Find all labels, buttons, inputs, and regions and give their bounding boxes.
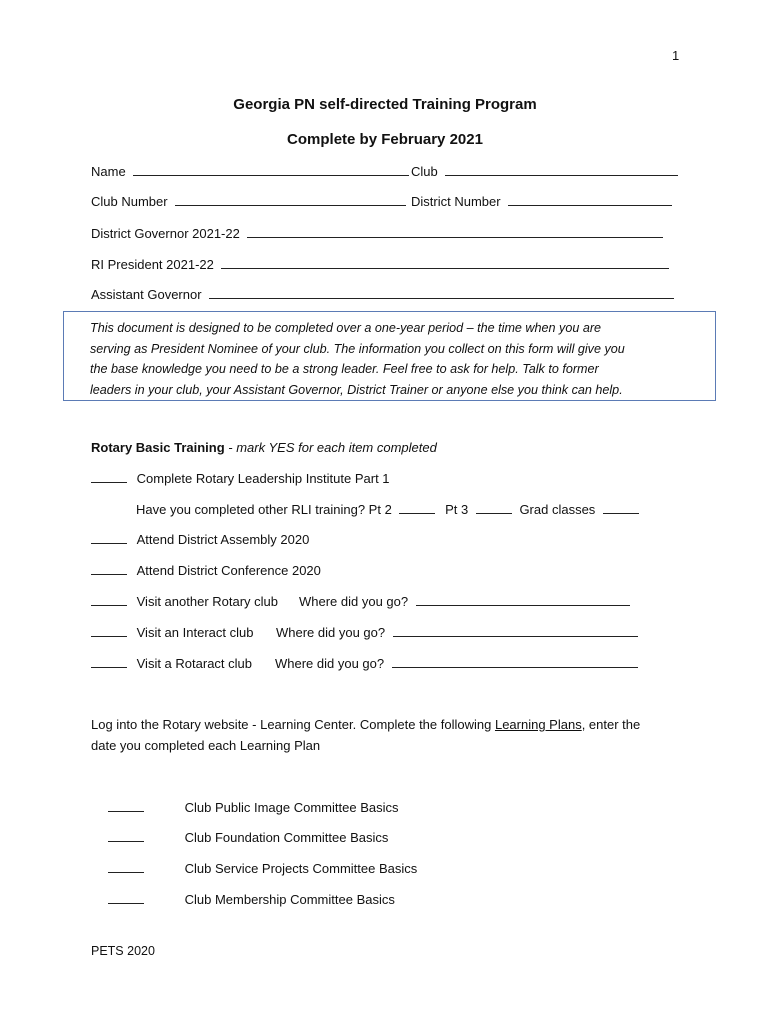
assembly-row (91, 532, 309, 547)
club-number-blank[interactable] (175, 194, 406, 206)
rli-other-label: Have you completed other RLI training? Pt 2 (136, 502, 392, 517)
rli-part1-label: Complete Rotary Leadership Institute Part 1 (136, 471, 390, 486)
basic-training-instruction: - mark YES for each item completed (228, 440, 437, 455)
basic-training-heading: Rotary Basic Training (91, 440, 225, 455)
learning-plan-row (108, 830, 388, 845)
visit-rotary-where-row (299, 594, 630, 609)
pt3-blank[interactable] (476, 502, 512, 514)
district-number-blank[interactable] (508, 194, 672, 206)
assembly-blank[interactable] (91, 532, 127, 544)
page-subtitle: Complete by February 2021 (287, 131, 483, 148)
learning-plan-label: Club Service Projects Committee Basics (184, 861, 418, 876)
name-field-row (91, 164, 409, 179)
visit-rotaract-where-row (275, 656, 638, 671)
learning-center-intro-line2: date you completed each Learning Plan (91, 738, 321, 753)
notice-line: leaders in your club, your Assistant Governor, District Trainer or anyone else you think can help. (90, 382, 623, 397)
learning-plan-blank[interactable] (108, 861, 144, 873)
ri-president-blank[interactable] (221, 257, 669, 269)
visit-rotary-row (91, 594, 278, 609)
visit-rotary-blank[interactable] (91, 594, 127, 606)
visit-rotary-label: Visit another Rotary club (136, 594, 279, 609)
page-number: 1 (672, 48, 680, 63)
notice-box (63, 311, 716, 401)
visit-rotary-where-blank[interactable] (416, 594, 630, 606)
visit-interact-where-blank[interactable] (393, 625, 638, 637)
rli-other-row (136, 502, 639, 517)
visit-interact-label: Visit an Interact club (136, 625, 254, 640)
learning-plan-row (108, 861, 417, 876)
club-field-row (411, 164, 678, 179)
page-title: Georgia PN self-directed Training Program (233, 96, 537, 113)
club-number-label: Club Number (91, 194, 168, 209)
conference-label: Attend District Conference 2020 (136, 563, 321, 578)
ri-president-label: RI President 2021-22 (91, 257, 214, 272)
learning-plan-blank[interactable] (108, 800, 144, 812)
conference-blank[interactable] (91, 563, 127, 575)
assistant-governor-blank[interactable] (209, 287, 674, 299)
visit-rotaract-blank[interactable] (91, 656, 127, 668)
learning-plan-row (108, 800, 398, 815)
assembly-label: Attend District Assembly 2020 (136, 532, 310, 547)
district-governor-label: District Governor 2021-22 (91, 226, 240, 241)
rli-part1-blank[interactable] (91, 471, 127, 483)
visit-rotaract-row (91, 656, 252, 671)
basic-training-heading-row (91, 440, 437, 455)
assistant-governor-row (91, 287, 674, 302)
learning-plan-blank[interactable] (108, 830, 144, 842)
rli-part1-row (91, 471, 390, 486)
district-number-label: District Number (411, 194, 501, 209)
notice-line: the base knowledge you need to be a strong leader. Feel free to ask for help. Talk to former (90, 362, 599, 376)
district-governor-row (91, 226, 663, 241)
grad-classes-label: Grad classes (519, 502, 596, 517)
visit-rotaract-where-blank[interactable] (392, 656, 638, 668)
learning-center-text-end: , enter the (581, 717, 641, 732)
pt3-label: Pt 3 (445, 502, 469, 517)
club-label: Club (411, 164, 438, 179)
visit-interact-where-row (276, 625, 638, 640)
learning-plan-label: Club Public Image Committee Basics (184, 800, 399, 815)
club-blank[interactable] (445, 164, 678, 176)
club-number-row (91, 194, 406, 209)
where-label: Where did you go? (299, 594, 409, 609)
learning-plan-label: Club Membership Committee Basics (184, 892, 395, 907)
notice-line: This document is designed to be completed over a one-year period – the time when you are (90, 321, 602, 335)
assistant-governor-label: Assistant Governor (91, 287, 202, 302)
where-label: Where did you go? (276, 625, 386, 640)
ri-president-row (91, 257, 669, 272)
visit-interact-row (91, 625, 253, 640)
learning-center-text: Log into the Rotary website - Learning Center. Complete the following (91, 717, 492, 732)
pt2-blank[interactable] (399, 502, 435, 514)
name-blank[interactable] (133, 164, 409, 176)
where-label: Where did you go? (275, 656, 385, 671)
learning-plan-label: Club Foundation Committee Basics (184, 830, 389, 845)
learning-center-intro (91, 717, 640, 732)
learning-plan-blank[interactable] (108, 892, 144, 904)
page-footer: PETS 2020 (91, 944, 155, 958)
learning-plans-link[interactable]: Learning Plans (494, 717, 582, 732)
name-label: Name (91, 164, 126, 179)
learning-plan-row (108, 892, 395, 907)
district-number-row (411, 194, 672, 209)
conference-row (91, 563, 321, 578)
district-governor-blank[interactable] (247, 226, 663, 238)
grad-classes-blank[interactable] (603, 502, 639, 514)
visit-interact-blank[interactable] (91, 625, 127, 637)
notice-line: serving as President Nominee of your club. The information you collect on this form will give you (90, 341, 625, 356)
visit-rotaract-label: Visit a Rotaract club (136, 656, 252, 671)
